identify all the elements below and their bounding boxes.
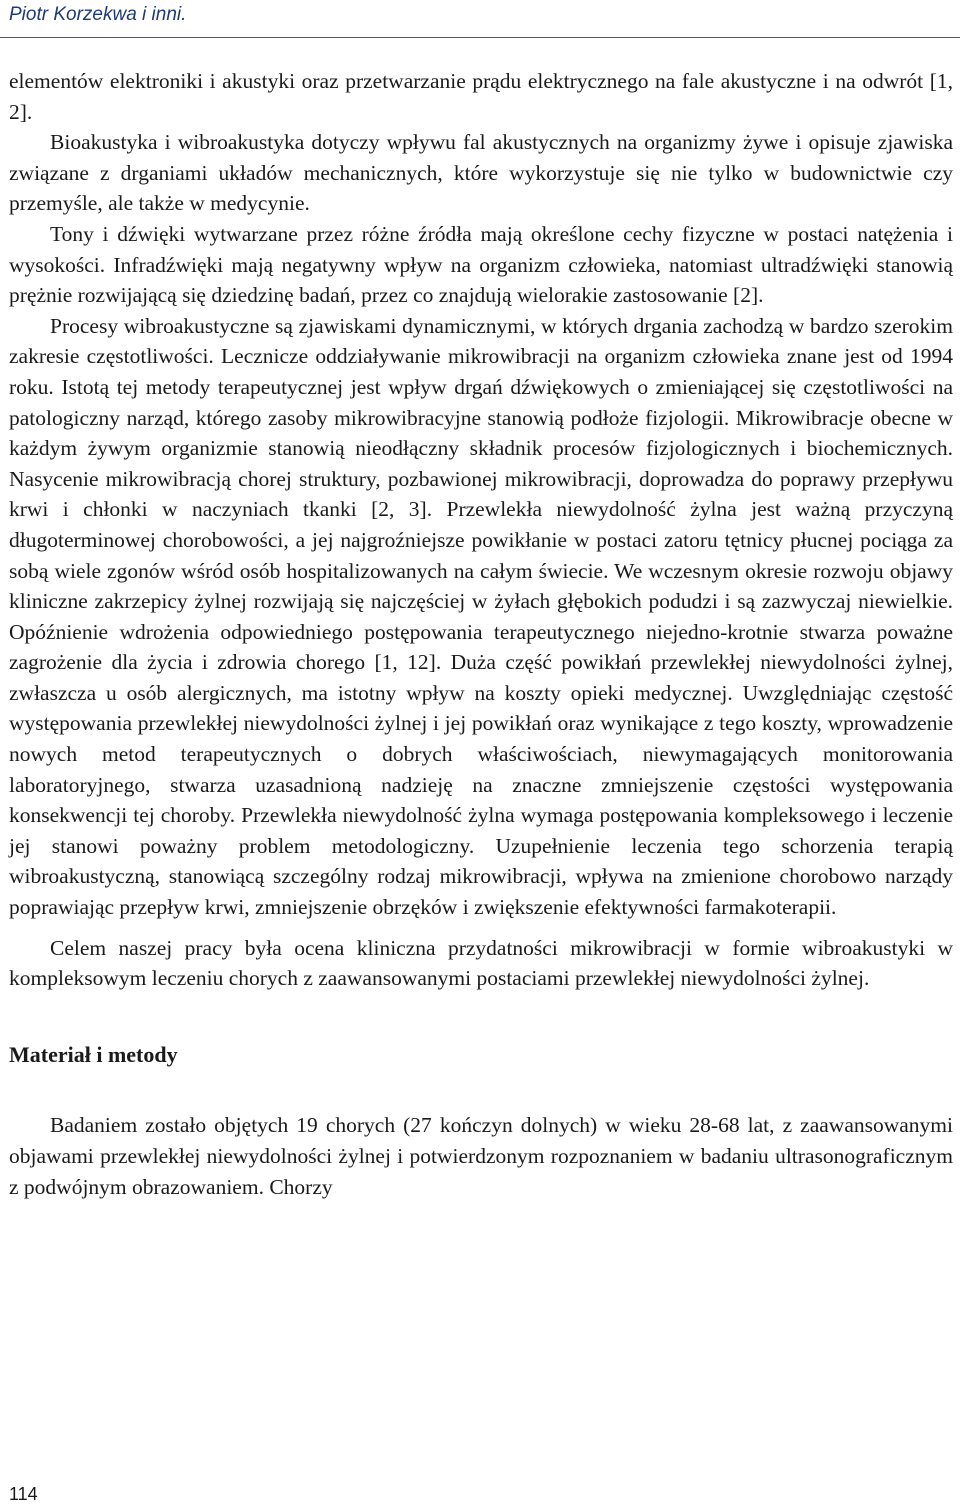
paragraph-tones: Tony i dźwięki wytwarzane przez różne źródła mają określone cechy fizyczne w postaci natężenia i wysokości. Infradźwięki mają negatywny wpływ na organizm człowieka, natomiast ultradźwięki stanowią prężnie rozwijającą się dziedzinę badań, przez co znajdują wielorakie zastosowanie [2]. xyxy=(9,221,953,308)
page-body xyxy=(9,66,953,1202)
paragraph-continuation: elementów elektroniki i akustyki oraz przetwarzanie prądu elektrycznego na fale akustyczne i na odwrót [1, 2]. xyxy=(9,69,953,124)
header-divider xyxy=(0,37,960,38)
paragraph-vibroacoustic-processes: Procesy wibroakustyczne są zjawiskami dynamicznymi, w których drgania zachodzą w bardzo szerokim zakresie częstotliwości. Lecznicze oddziaływanie mikrowibracji na organizm człowieka znane jest od 1994 roku. Istotą tej metody terapeutycznej jest wpływ drgań dźwiękowych o zmieniającej się częstotliwości na patologiczny narząd, którego zasoby mikrowibracyjne stanowią podłoże fizjologii. Mikrowibracje obecne w każdym żywym organizmie stanowią nieodłączny składnik procesów fizjologicznych i biochemicznych. Nasycenie mikrowibracją chorej struktury, pozbawionej mikrowibracji, doprowadza do poprawy przepływu krwi i chłonki w naczyniach tkanki [2, 3]. Przewlekła niewydolność żylna jest ważną przyczyną długoterminowej chorobowości, a jej najgroźniejsze powikłanie w postaci zatoru tętnicy płucnej pociąga za sobą wiele zgonów wśród osób hospitalizowanych na całym świecie. We wczesnym okresie rozwoju objawy kliniczne zakrzepicy żylnej rozwijają się najczęściej w żyłach głębokich podudzi i są zazwyczaj niewielkie. Opóźnienie wdrożenia odpowiedniego postępowania terapeutycznego niejedno-krotnie stwarza poważne zagrożenie dla życia i zdrowia chorego [1, 12]. Duża część powikłań przewlekłej niewydolności żylnej, zwłaszcza u osób alergicznych, ma istotny wpływ na koszty opieki medycznej. Uwzględniając częstość występowania przewlekłej niewydolności żylnej i jej powikłań oraz wynikające z tego koszty, wprowadzenie nowych metod terapeutycznych o dobrych właściwościach, niewymagających monitorowania laboratoryjnego, stwarza uzasadnioną nadzieję na znaczne zmniejszenie częstości występowania konsekwencji tej choroby. Przewlekła niewydolność żylna wymaga postępowania kompleksowego i leczenie jej stanowi poważny problem metodologiczny. Uzupełnienie leczenia tego schorzenia terapią wibroakustyczną, stanowiącą szczególny rodzaj mikrowibracji, wpływa na zmienione chorobowo narządy poprawiając przepływ krwi, zmniejszenie obrzęków i zwiększenie efektywności farmakoterapii. xyxy=(9,313,953,920)
running-header: Piotr Korzekwa i inni. xyxy=(9,4,187,25)
paragraph-aim: Celem naszej pracy była ocena kliniczna przydatności mikrowibracji w formie wibroakustyki w kompleksowym leczeniu chorych z zaawansowanymi postaciami przewlekłej niewydolności żylnej. xyxy=(9,935,953,991)
page-number: 114 xyxy=(9,1484,38,1504)
section-heading-methods: Materiał i metody xyxy=(9,1041,178,1067)
paragraph-bioacoustics: Bioakustyka i wibroakustyka dotyczy wpływu fal akustycznych na organizmy żywe i opisuje zjawiska związane z drganiami układów mechanicznych, które wykorzystuje się nie tylko w budownictwie czy przemyśle, ale także w medycynie. xyxy=(9,130,953,216)
paragraph-methods: Badaniem zostało objętych 19 chorych (27 kończyn dolnych) w wieku 28-68 lat, z zaawansowanymi objawami przewlekłej niewydolności żylnej i potwierdzonym rozpoznaniem w badaniu ultrasonograficznym z podwójnym obrazowaniem. Chorzy xyxy=(9,1113,953,1199)
